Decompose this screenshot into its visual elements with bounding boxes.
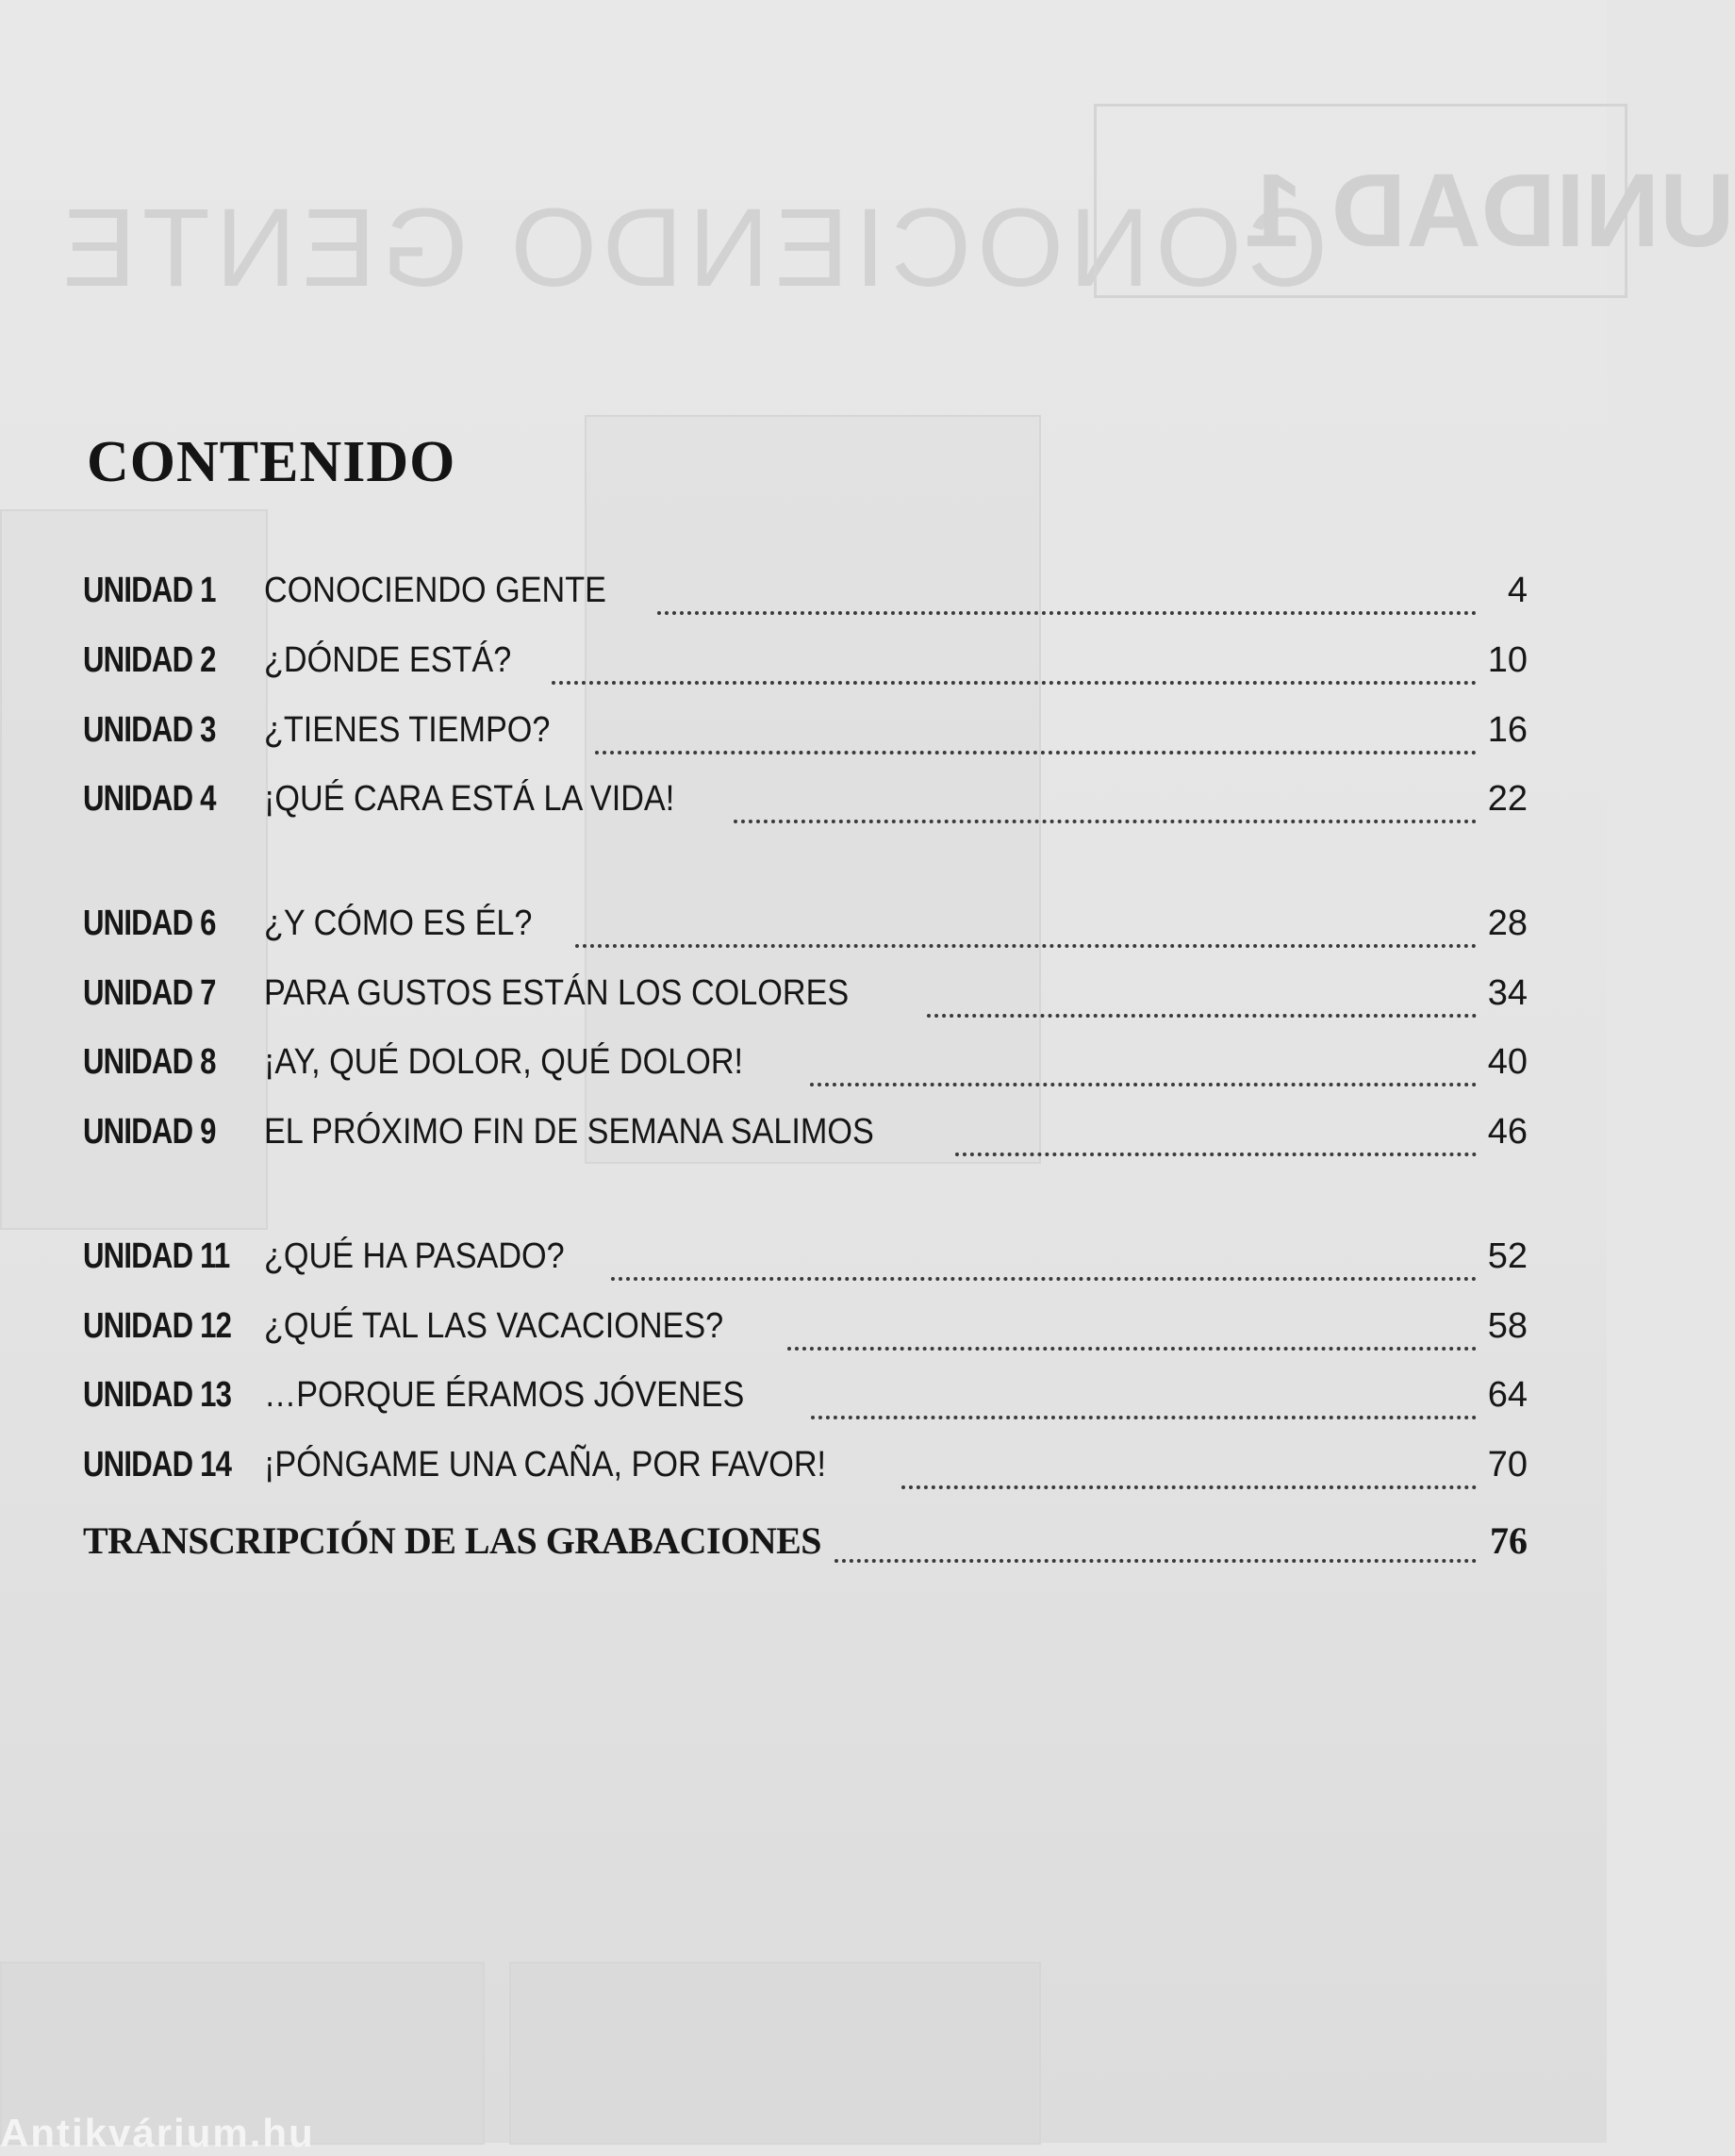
- toc-unit-label: UNIDAD 7: [83, 973, 216, 1013]
- toc-leader-dots: [734, 810, 1477, 823]
- toc-title: CONOCIENDO GENTE: [264, 571, 606, 610]
- toc-title: ¿QUÉ TAL LAS VACACIONES?: [264, 1306, 724, 1346]
- toc-leader-dots: [901, 1476, 1477, 1489]
- toc-page-number: 22: [1487, 779, 1528, 819]
- toc-leader-dots: [575, 935, 1477, 948]
- toc-leader-dots: [552, 672, 1477, 685]
- toc-row: [83, 710, 1528, 767]
- toc-unit-label: UNIDAD 6: [83, 904, 216, 943]
- toc-title: ¡AY, QUÉ DOLOR, QUÉ DOLOR!: [264, 1042, 744, 1082]
- toc-page-number: 70: [1487, 1445, 1528, 1484]
- toc-row: [83, 1042, 1528, 1099]
- toc-page-number: 28: [1487, 904, 1528, 943]
- toc-page-number: 58: [1487, 1306, 1528, 1346]
- toc-page-number: 76: [1490, 1519, 1528, 1562]
- toc-page-number: 40: [1487, 1042, 1528, 1082]
- toc-row: [83, 1112, 1528, 1169]
- toc-page-number: 10: [1487, 640, 1528, 680]
- toc-title: TRANSCRIPCIÓN DE LAS GRABACIONES: [83, 1519, 822, 1562]
- toc-row: [83, 1445, 1528, 1501]
- toc-leader-dots: [834, 1550, 1477, 1563]
- toc-unit-label: UNIDAD 8: [83, 1042, 216, 1082]
- toc-leader-dots: [811, 1406, 1477, 1419]
- toc-page-number: 16: [1487, 710, 1528, 750]
- toc-unit-label: UNIDAD 3: [83, 710, 216, 750]
- toc-leader-dots: [955, 1143, 1477, 1156]
- toc-row-transcription: [83, 1518, 1528, 1575]
- toc-page-number: 52: [1487, 1236, 1528, 1276]
- toc-unit-label: UNIDAD 1: [83, 571, 216, 610]
- toc-title: ¿Y CÓMO ES ÉL?: [264, 904, 533, 943]
- toc-title: PARA GUSTOS ESTÁN LOS COLORES: [264, 973, 850, 1013]
- bleed-through-title: CONOCIENDO GENTE: [57, 186, 1329, 310]
- toc-page-number: 4: [1507, 571, 1528, 610]
- toc-title: EL PRÓXIMO FIN DE SEMANA SALIMOS: [264, 1112, 874, 1152]
- toc-unit-label: UNIDAD 13: [83, 1375, 232, 1415]
- toc-row: [83, 1236, 1528, 1293]
- toc-leader-dots: [611, 1268, 1477, 1281]
- toc-row: [83, 1375, 1528, 1432]
- toc-row: [83, 904, 1528, 960]
- toc-title: ¿TIENES TIEMPO?: [264, 710, 551, 750]
- toc-leader-dots: [657, 602, 1477, 615]
- toc-title: ¡PÓNGAME UNA CAÑA, POR FAVOR!: [264, 1445, 827, 1484]
- toc-title: …PORQUE ÉRAMOS JÓVENES: [264, 1375, 745, 1415]
- toc-leader-dots: [927, 1004, 1477, 1018]
- toc-title: ¡QUÉ CARA ESTÁ LA VIDA!: [264, 779, 675, 819]
- toc-page-number: 64: [1487, 1375, 1528, 1415]
- toc-leader-dots: [595, 741, 1477, 755]
- toc-row: [83, 1306, 1528, 1363]
- watermark: Antikvárium.hu: [0, 2111, 315, 2155]
- toc-unit-label: UNIDAD 9: [83, 1112, 216, 1152]
- toc-title: ¿QUÉ HA PASADO?: [264, 1236, 565, 1276]
- toc-page-number: 34: [1487, 973, 1528, 1013]
- toc-unit-label: UNIDAD 4: [83, 779, 216, 819]
- toc-row: [83, 571, 1528, 627]
- toc-row: [83, 640, 1528, 697]
- bleed-through-table: [509, 1962, 1041, 2145]
- toc-unit-label: UNIDAD 2: [83, 640, 216, 680]
- toc-row: [83, 779, 1528, 836]
- toc-unit-label: UNIDAD 11: [83, 1236, 230, 1276]
- bleed-through-unit: UNIDAD 1: [1245, 153, 1735, 269]
- page-title: CONTENIDO: [87, 430, 456, 494]
- toc-leader-dots: [810, 1073, 1478, 1086]
- toc-unit-label: UNIDAD 12: [83, 1306, 232, 1346]
- toc-title: ¿DÓNDE ESTÁ?: [264, 640, 512, 680]
- toc-unit-label: UNIDAD 14: [83, 1445, 232, 1484]
- toc-row: [83, 973, 1528, 1030]
- toc-page-number: 46: [1487, 1112, 1528, 1152]
- toc-leader-dots: [787, 1337, 1477, 1351]
